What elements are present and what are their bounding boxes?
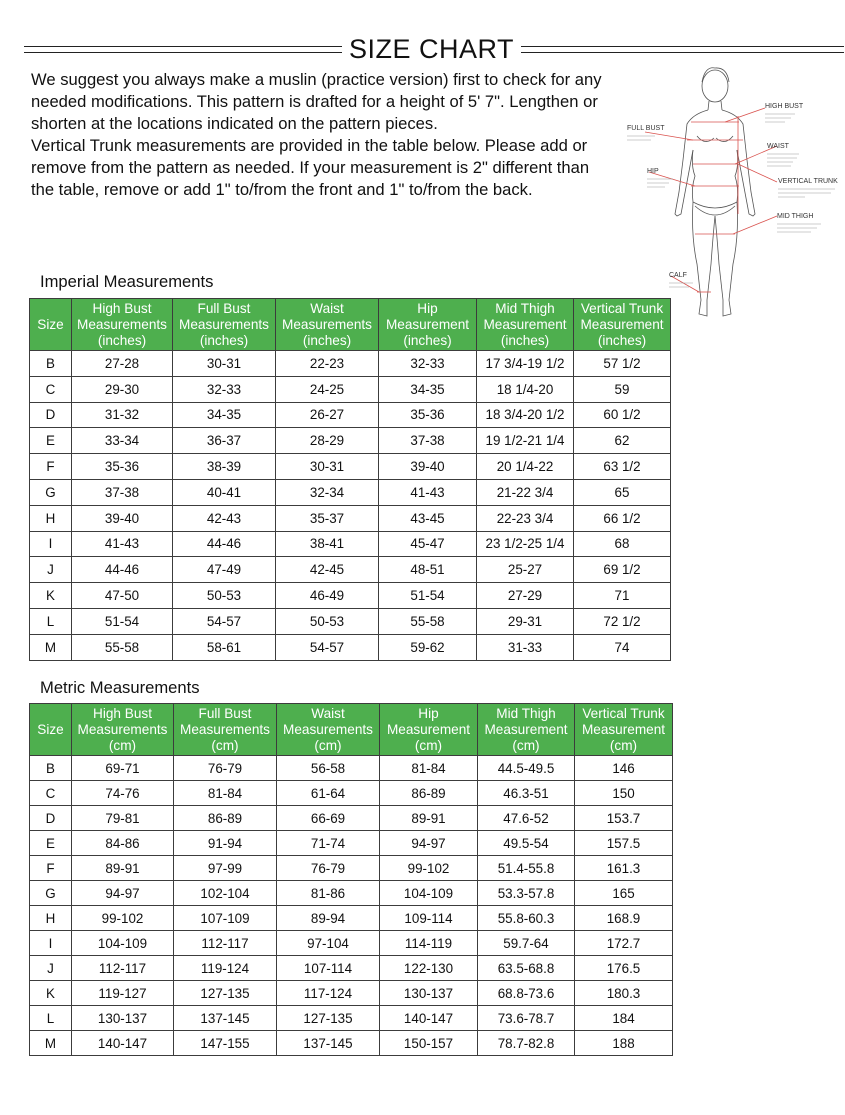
imperial-cell-vertical-trunk: 59: [574, 376, 671, 402]
label-vertical-trunk: VERTICAL TRUNK: [778, 178, 838, 185]
imperial-cell-hip: 43-45: [379, 505, 477, 531]
imperial-cell-mid-thigh: 29-31: [477, 608, 574, 634]
metric-cell-waist: 66-69: [277, 806, 380, 831]
metric-cell-hip: 109-114: [380, 906, 478, 931]
metric-cell-vertical-trunk: 168.9: [575, 906, 673, 931]
imperial-cell-full-bust: 47-49: [173, 557, 276, 583]
imperial-cell-mid-thigh: 18 1/4-20: [477, 376, 574, 402]
imperial-cell-mid-thigh: 18 3/4-20 1/2: [477, 402, 574, 428]
table-row: [30, 981, 673, 1006]
metric-cell-high-bust: 112-117: [72, 956, 174, 981]
imperial-cell-full-bust: 50-53: [173, 583, 276, 609]
metric-cell-waist: 81-86: [277, 881, 380, 906]
metric-cell-hip: 86-89: [380, 781, 478, 806]
metric-section-title: Metric Measurements: [40, 678, 200, 697]
metric-header-hip: Hip Measurement (cm): [380, 704, 478, 756]
imperial-cell-high-bust: 27-28: [72, 351, 173, 377]
imperial-cell-high-bust: 37-38: [72, 479, 173, 505]
metric-cell-vertical-trunk: 161.3: [575, 856, 673, 881]
table-row: [30, 454, 671, 480]
title-row: [24, 36, 844, 66]
metric-cell-high-bust: 69-71: [72, 756, 174, 781]
imperial-cell-waist: 46-49: [276, 583, 379, 609]
metric-cell-waist: 127-135: [277, 1006, 380, 1031]
metric-cell-high-bust: 94-97: [72, 881, 174, 906]
table-row: [30, 881, 673, 906]
metric-cell-hip: 114-119: [380, 931, 478, 956]
imperial-cell-size: I: [30, 531, 72, 557]
imperial-cell-full-bust: 54-57: [173, 608, 276, 634]
metric-header-full-bust: Full Bust Measurements (cm): [174, 704, 277, 756]
imperial-cell-waist: 54-57: [276, 634, 379, 660]
metric-cell-full-bust: 137-145: [174, 1006, 277, 1031]
imperial-cell-vertical-trunk: 66 1/2: [574, 505, 671, 531]
metric-cell-size: J: [30, 956, 72, 981]
table-row: [30, 956, 673, 981]
table-row: [30, 634, 671, 660]
metric-table: [29, 703, 673, 1056]
metric-cell-hip: 104-109: [380, 881, 478, 906]
imperial-cell-mid-thigh: 17 3/4-19 1/2: [477, 351, 574, 377]
table-row: [30, 608, 671, 634]
metric-cell-full-bust: 107-109: [174, 906, 277, 931]
imperial-cell-hip: 48-51: [379, 557, 477, 583]
metric-cell-mid-thigh: 44.5-49.5: [478, 756, 575, 781]
metric-cell-vertical-trunk: 180.3: [575, 981, 673, 1006]
page-title: SIZE CHART: [348, 34, 515, 64]
metric-cell-hip: 130-137: [380, 981, 478, 1006]
metric-cell-full-bust: 97-99: [174, 856, 277, 881]
imperial-cell-vertical-trunk: 74: [574, 634, 671, 660]
imperial-cell-full-bust: 30-31: [173, 351, 276, 377]
label-high-bust: HIGH BUST: [765, 103, 804, 110]
table-row: [30, 531, 671, 557]
imperial-cell-size: H: [30, 505, 72, 531]
metric-cell-vertical-trunk: 184: [575, 1006, 673, 1031]
metric-cell-hip: 89-91: [380, 806, 478, 831]
imperial-cell-hip: 39-40: [379, 454, 477, 480]
imperial-cell-high-bust: 44-46: [72, 557, 173, 583]
imperial-header-hip: Hip Measurement (inches): [379, 299, 477, 351]
imperial-table: [29, 298, 671, 661]
imperial-cell-size: M: [30, 634, 72, 660]
metric-cell-vertical-trunk: 176.5: [575, 956, 673, 981]
metric-cell-vertical-trunk: 146: [575, 756, 673, 781]
metric-header-vertical-trunk: Vertical Trunk Measurement (cm): [575, 704, 673, 756]
table-row: [30, 376, 671, 402]
imperial-header-mid-thigh: Mid Thigh Measurement (inches): [477, 299, 574, 351]
label-waist: WAIST: [767, 143, 789, 150]
imperial-cell-hip: 32-33: [379, 351, 477, 377]
imperial-cell-vertical-trunk: 57 1/2: [574, 351, 671, 377]
table-row: [30, 351, 671, 377]
table-row: [30, 505, 671, 531]
table-row: [30, 831, 673, 856]
metric-header-high-bust: High Bust Measurements (cm): [72, 704, 174, 756]
imperial-cell-hip: 59-62: [379, 634, 477, 660]
imperial-cell-full-bust: 58-61: [173, 634, 276, 660]
metric-header-waist: Waist Measurements (cm): [277, 704, 380, 756]
metric-cell-waist: 107-114: [277, 956, 380, 981]
imperial-header-row: [30, 299, 671, 351]
imperial-cell-high-bust: 39-40: [72, 505, 173, 531]
imperial-cell-waist: 26-27: [276, 402, 379, 428]
imperial-cell-vertical-trunk: 69 1/2: [574, 557, 671, 583]
table-row: [30, 583, 671, 609]
imperial-cell-full-bust: 40-41: [173, 479, 276, 505]
metric-header-row: [30, 704, 673, 756]
metric-cell-high-bust: 130-137: [72, 1006, 174, 1031]
metric-cell-waist: 89-94: [277, 906, 380, 931]
metric-cell-waist: 61-64: [277, 781, 380, 806]
table-row: [30, 428, 671, 454]
metric-cell-mid-thigh: 68.8-73.6: [478, 981, 575, 1006]
label-mid-thigh: MID THIGH: [777, 213, 814, 220]
metric-header-mid-thigh: Mid Thigh Measurement (cm): [478, 704, 575, 756]
metric-cell-mid-thigh: 46.3-51: [478, 781, 575, 806]
metric-cell-hip: 150-157: [380, 1031, 478, 1056]
imperial-cell-hip: 51-54: [379, 583, 477, 609]
metric-cell-high-bust: 84-86: [72, 831, 174, 856]
metric-cell-mid-thigh: 53.3-57.8: [478, 881, 575, 906]
table-row: [30, 1031, 673, 1056]
imperial-header-high-bust: High Bust Measurements (inches): [72, 299, 173, 351]
metric-cell-mid-thigh: 59.7-64: [478, 931, 575, 956]
metric-cell-waist: 137-145: [277, 1031, 380, 1056]
label-full-bust: FULL BUST: [627, 125, 665, 132]
imperial-cell-mid-thigh: 23 1/2-25 1/4: [477, 531, 574, 557]
imperial-cell-waist: 22-23: [276, 351, 379, 377]
label-hip: HIP: [647, 168, 659, 175]
imperial-cell-hip: 35-36: [379, 402, 477, 428]
metric-cell-mid-thigh: 55.8-60.3: [478, 906, 575, 931]
metric-cell-hip: 81-84: [380, 756, 478, 781]
metric-cell-full-bust: 81-84: [174, 781, 277, 806]
imperial-cell-high-bust: 47-50: [72, 583, 173, 609]
table-row: [30, 402, 671, 428]
metric-cell-full-bust: 76-79: [174, 756, 277, 781]
imperial-cell-hip: 34-35: [379, 376, 477, 402]
imperial-cell-vertical-trunk: 63 1/2: [574, 454, 671, 480]
metric-cell-size: E: [30, 831, 72, 856]
imperial-cell-mid-thigh: 19 1/2-21 1/4: [477, 428, 574, 454]
table-row: [30, 931, 673, 956]
title-rule-right: [521, 46, 844, 53]
imperial-cell-size: D: [30, 402, 72, 428]
imperial-cell-waist: 42-45: [276, 557, 379, 583]
imperial-cell-full-bust: 34-35: [173, 402, 276, 428]
imperial-cell-mid-thigh: 25-27: [477, 557, 574, 583]
imperial-header-size: Size: [30, 299, 72, 351]
table-row: [30, 756, 673, 781]
imperial-cell-mid-thigh: 20 1/4-22: [477, 454, 574, 480]
metric-cell-size: L: [30, 1006, 72, 1031]
imperial-cell-vertical-trunk: 68: [574, 531, 671, 557]
imperial-cell-full-bust: 32-33: [173, 376, 276, 402]
imperial-header-waist: Waist Measurements (inches): [276, 299, 379, 351]
metric-cell-vertical-trunk: 157.5: [575, 831, 673, 856]
metric-cell-size: F: [30, 856, 72, 881]
metric-cell-waist: 97-104: [277, 931, 380, 956]
metric-cell-size: M: [30, 1031, 72, 1056]
imperial-section-title: Imperial Measurements: [40, 272, 214, 291]
metric-header-size: Size: [30, 704, 72, 756]
body-measurement-figure: [625, 64, 845, 320]
metric-cell-size: D: [30, 806, 72, 831]
imperial-cell-size: C: [30, 376, 72, 402]
imperial-cell-vertical-trunk: 72 1/2: [574, 608, 671, 634]
metric-cell-high-bust: 119-127: [72, 981, 174, 1006]
imperial-cell-vertical-trunk: 65: [574, 479, 671, 505]
metric-cell-full-bust: 112-117: [174, 931, 277, 956]
table-row: [30, 806, 673, 831]
label-calf: CALF: [669, 272, 687, 279]
imperial-cell-full-bust: 36-37: [173, 428, 276, 454]
imperial-cell-size: F: [30, 454, 72, 480]
imperial-header-vertical-trunk: Vertical Trunk Measurement (inches): [574, 299, 671, 351]
metric-cell-vertical-trunk: 150: [575, 781, 673, 806]
metric-cell-high-bust: 140-147: [72, 1031, 174, 1056]
imperial-cell-hip: 45-47: [379, 531, 477, 557]
metric-cell-full-bust: 127-135: [174, 981, 277, 1006]
metric-cell-mid-thigh: 78.7-82.8: [478, 1031, 575, 1056]
table-row: [30, 557, 671, 583]
imperial-cell-waist: 24-25: [276, 376, 379, 402]
metric-cell-waist: 56-58: [277, 756, 380, 781]
imperial-cell-full-bust: 38-39: [173, 454, 276, 480]
metric-cell-high-bust: 89-91: [72, 856, 174, 881]
imperial-cell-vertical-trunk: 71: [574, 583, 671, 609]
imperial-cell-waist: 35-37: [276, 505, 379, 531]
metric-cell-hip: 94-97: [380, 831, 478, 856]
imperial-cell-size: K: [30, 583, 72, 609]
metric-cell-waist: 71-74: [277, 831, 380, 856]
metric-cell-mid-thigh: 49.5-54: [478, 831, 575, 856]
imperial-cell-high-bust: 41-43: [72, 531, 173, 557]
metric-cell-waist: 76-79: [277, 856, 380, 881]
intro-text: [31, 69, 611, 201]
imperial-cell-mid-thigh: 27-29: [477, 583, 574, 609]
metric-cell-vertical-trunk: 165: [575, 881, 673, 906]
intro-paragraph-1: We suggest you always make a muslin (practice version) first to check for any needed modifications. This pattern is drafted for a height of 5' 7". Lengthen or shorten at the locations indicated on the pattern pieces.: [31, 70, 602, 133]
body-figure-svg: [625, 64, 845, 320]
imperial-cell-hip: 37-38: [379, 428, 477, 454]
metric-cell-vertical-trunk: 153.7: [575, 806, 673, 831]
table-row: [30, 781, 673, 806]
imperial-cell-size: E: [30, 428, 72, 454]
metric-cell-mid-thigh: 47.6-52: [478, 806, 575, 831]
metric-cell-high-bust: 79-81: [72, 806, 174, 831]
table-row: [30, 1006, 673, 1031]
imperial-cell-high-bust: 35-36: [72, 454, 173, 480]
intro-paragraph-2: Vertical Trunk measurements are provided in the table below. Please add or remove from the pattern as needed. If your measurement is 2" different than the table, remove or add 1" to/from the front and 1" to/from the back.: [31, 136, 590, 199]
metric-cell-waist: 117-124: [277, 981, 380, 1006]
metric-cell-size: I: [30, 931, 72, 956]
metric-cell-full-bust: 91-94: [174, 831, 277, 856]
table-row: [30, 479, 671, 505]
metric-cell-hip: 140-147: [380, 1006, 478, 1031]
imperial-cell-hip: 41-43: [379, 479, 477, 505]
title-rule-left: [24, 46, 342, 53]
metric-cell-full-bust: 119-124: [174, 956, 277, 981]
imperial-cell-hip: 55-58: [379, 608, 477, 634]
metric-cell-full-bust: 102-104: [174, 881, 277, 906]
metric-cell-vertical-trunk: 172.7: [575, 931, 673, 956]
metric-cell-mid-thigh: 51.4-55.8: [478, 856, 575, 881]
imperial-cell-mid-thigh: 31-33: [477, 634, 574, 660]
metric-cell-size: C: [30, 781, 72, 806]
imperial-cell-full-bust: 42-43: [173, 505, 276, 531]
imperial-cell-waist: 50-53: [276, 608, 379, 634]
metric-cell-size: B: [30, 756, 72, 781]
imperial-cell-full-bust: 44-46: [173, 531, 276, 557]
metric-cell-mid-thigh: 63.5-68.8: [478, 956, 575, 981]
metric-cell-size: K: [30, 981, 72, 1006]
metric-cell-hip: 122-130: [380, 956, 478, 981]
imperial-cell-high-bust: 33-34: [72, 428, 173, 454]
imperial-header-full-bust: Full Bust Measurements (inches): [173, 299, 276, 351]
imperial-cell-waist: 30-31: [276, 454, 379, 480]
imperial-cell-high-bust: 29-30: [72, 376, 173, 402]
imperial-cell-waist: 32-34: [276, 479, 379, 505]
imperial-cell-mid-thigh: 22-23 3/4: [477, 505, 574, 531]
imperial-cell-size: J: [30, 557, 72, 583]
imperial-cell-mid-thigh: 21-22 3/4: [477, 479, 574, 505]
imperial-cell-vertical-trunk: 60 1/2: [574, 402, 671, 428]
metric-cell-vertical-trunk: 188: [575, 1031, 673, 1056]
imperial-cell-size: B: [30, 351, 72, 377]
imperial-cell-high-bust: 51-54: [72, 608, 173, 634]
imperial-cell-high-bust: 31-32: [72, 402, 173, 428]
metric-cell-high-bust: 74-76: [72, 781, 174, 806]
table-row: [30, 906, 673, 931]
metric-cell-mid-thigh: 73.6-78.7: [478, 1006, 575, 1031]
table-row: [30, 856, 673, 881]
imperial-cell-vertical-trunk: 62: [574, 428, 671, 454]
metric-cell-high-bust: 104-109: [72, 931, 174, 956]
imperial-cell-waist: 38-41: [276, 531, 379, 557]
metric-cell-full-bust: 86-89: [174, 806, 277, 831]
metric-cell-size: H: [30, 906, 72, 931]
metric-cell-size: G: [30, 881, 72, 906]
imperial-cell-size: L: [30, 608, 72, 634]
metric-cell-full-bust: 147-155: [174, 1031, 277, 1056]
imperial-cell-high-bust: 55-58: [72, 634, 173, 660]
metric-cell-hip: 99-102: [380, 856, 478, 881]
metric-cell-high-bust: 99-102: [72, 906, 174, 931]
imperial-cell-waist: 28-29: [276, 428, 379, 454]
imperial-cell-size: G: [30, 479, 72, 505]
